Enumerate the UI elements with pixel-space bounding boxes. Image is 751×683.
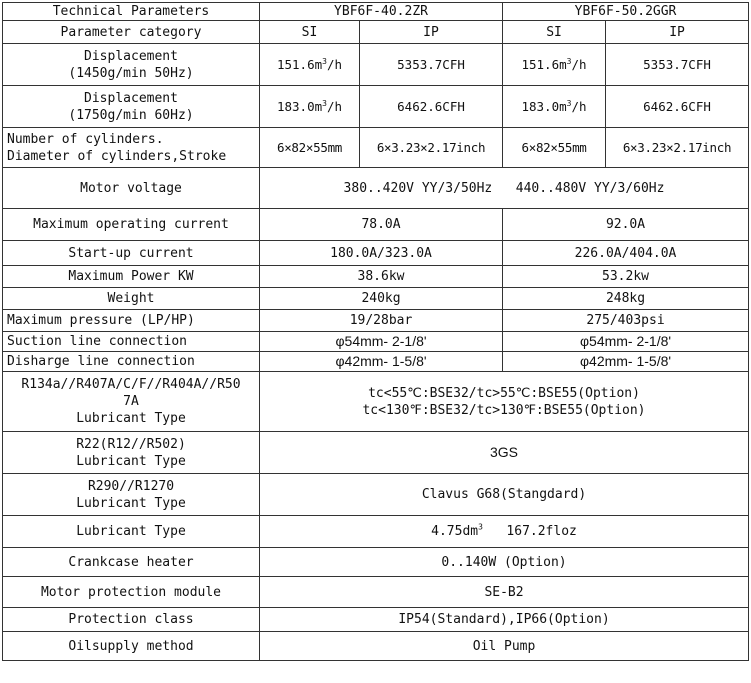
lubricant-r290-value: Clavus G68(Stangdard) bbox=[260, 474, 749, 516]
weight-b: 248kg bbox=[503, 288, 749, 310]
displacement-60hz-row bbox=[3, 86, 749, 128]
discharge-b: φ42mm- 1-5/8ʹ bbox=[503, 352, 749, 372]
lubricant-r22-value: 3GS bbox=[260, 432, 749, 474]
cylinders-b-si: 6×82×55mm bbox=[503, 128, 606, 168]
cylinders-a-ip: 6×3.23×2.17inch bbox=[360, 128, 503, 168]
max-pressure-row bbox=[3, 310, 749, 332]
parameter-category-row bbox=[3, 21, 749, 44]
crankcase-label: Crankcase heater bbox=[3, 548, 260, 577]
technical-parameters-table bbox=[2, 2, 749, 661]
lubricant-r134a-label bbox=[3, 372, 260, 432]
cylinders-label bbox=[3, 128, 260, 168]
model-b-ip-unit: IP bbox=[606, 21, 749, 44]
max-power-row bbox=[3, 266, 749, 288]
discharge-a: φ42mm- 1-5/8ʹ bbox=[260, 352, 503, 372]
displacement-60hz-a-si: $183.0m^3/h$ bbox=[260, 86, 360, 128]
lubricant-type-row bbox=[3, 516, 749, 548]
suction-b: φ54mm- 2-1/8ʹ bbox=[503, 332, 749, 352]
lubricant-r22-label-line2: Lubricant Type bbox=[76, 453, 186, 469]
cylinders-row bbox=[3, 128, 749, 168]
displacement-60hz-b-si: $183.0m^3/h$ bbox=[503, 86, 606, 128]
displacement-50hz-label-line2: (1450g/min 50Hz) bbox=[68, 65, 194, 81]
table-title: Technical Parameters bbox=[3, 3, 260, 21]
displacement-50hz-label bbox=[3, 44, 260, 86]
cylinders-b-ip: 6×3.23×2.17inch bbox=[606, 128, 749, 168]
lubricant-r22-row bbox=[3, 432, 749, 474]
max-pressure-b: 275/403psi bbox=[503, 310, 749, 332]
motor-protection-label: Motor protection module bbox=[3, 577, 260, 608]
motor-protection-row bbox=[3, 577, 749, 608]
max-current-b: 92.0A bbox=[503, 209, 749, 241]
weight-row bbox=[3, 288, 749, 310]
startup-current-label: Start-up current bbox=[3, 241, 260, 266]
lubricant-r290-row bbox=[3, 474, 749, 516]
lubricant-r290-label bbox=[3, 474, 260, 516]
header-row bbox=[3, 3, 749, 21]
model-a-ip-unit: IP bbox=[360, 21, 503, 44]
max-power-a: 38.6kw bbox=[260, 266, 503, 288]
lubricant-r22-label-line1: R22(R12//R502) bbox=[76, 436, 186, 452]
protection-class-label: Protection class bbox=[3, 608, 260, 632]
model-b-header: YBF6F-50.2GGR bbox=[503, 3, 749, 21]
suction-row bbox=[3, 332, 749, 352]
lubricant-r134a-row bbox=[3, 372, 749, 432]
discharge-label: Disharge line connection bbox=[3, 352, 260, 372]
lubricant-type-value: $4.75dm^3$ 167.2floz bbox=[260, 516, 749, 548]
displacement-50hz-label-line1: Displacement bbox=[84, 48, 178, 64]
max-power-b: 53.2kw bbox=[503, 266, 749, 288]
oilsupply-value: Oil Pump bbox=[260, 632, 749, 661]
max-pressure-label: Maximum pressure (LP/HP) bbox=[3, 310, 260, 332]
motor-protection-value: SE-B2 bbox=[260, 577, 749, 608]
displacement-60hz-label-line1: Displacement bbox=[84, 90, 178, 106]
model-a-si-unit: SI bbox=[260, 21, 360, 44]
lubricant-r290-label-line1: R290//R1270 bbox=[87, 478, 175, 494]
lubricant-r134a-label-line2: 7A bbox=[123, 394, 139, 409]
lubricant-r134a-value-fahrenheit: tc<130℉:BSE32/tc>130℉:BSE55(Option) bbox=[362, 402, 646, 418]
max-current-label: Maximum operating current bbox=[3, 209, 260, 241]
protection-class-row bbox=[3, 608, 749, 632]
model-b-si-unit: SI bbox=[503, 21, 606, 44]
displacement-50hz-b-ip: 5353.7CFH bbox=[606, 44, 749, 86]
displacement-50hz-b-si: $151.6m^3/h$ bbox=[503, 44, 606, 86]
oilsupply-row bbox=[3, 632, 749, 661]
startup-current-row bbox=[3, 241, 749, 266]
displacement-60hz-label bbox=[3, 86, 260, 128]
displacement-50hz-a-ip: 5353.7CFH bbox=[360, 44, 503, 86]
suction-label: Suction line connection bbox=[3, 332, 260, 352]
lubricant-r134a-value-celsius: tc<55℃:BSE32/tc>55℃:BSE55(Option) bbox=[368, 385, 640, 401]
motor-voltage-label: Motor voltage bbox=[3, 168, 260, 209]
displacement-60hz-label-line2: (1750g/min 60Hz) bbox=[68, 107, 194, 123]
motor-voltage-a: 380..420V YY/3/50Hz bbox=[343, 180, 493, 196]
displacement-60hz-b-ip: 6462.6CFH bbox=[606, 86, 749, 128]
discharge-row bbox=[3, 352, 749, 372]
max-power-label: Maximum Power KW bbox=[3, 266, 260, 288]
cylinders-label-line2: Diameter of cylinders,Stroke bbox=[7, 148, 227, 164]
weight-label: Weight bbox=[3, 288, 260, 310]
motor-voltage-row bbox=[3, 168, 749, 209]
lubricant-r134a-label-line1: R134a//R407A/C/F//R404A//R50 bbox=[21, 377, 241, 392]
lubricant-r22-label bbox=[3, 432, 260, 474]
lubricant-type-label: Lubricant Type bbox=[3, 516, 260, 548]
max-current-row bbox=[3, 209, 749, 241]
max-current-a: 78.0A bbox=[260, 209, 503, 241]
max-pressure-a: 19/28bar bbox=[260, 310, 503, 332]
oilsupply-label: Oilsupply method bbox=[3, 632, 260, 661]
weight-a: 240kg bbox=[260, 288, 503, 310]
displacement-50hz-a-si: $151.6m^3/h$ bbox=[260, 44, 360, 86]
crankcase-value: 0..140W (Option) bbox=[260, 548, 749, 577]
displacement-50hz-row bbox=[3, 44, 749, 86]
lubricant-r134a-value bbox=[260, 372, 749, 432]
startup-current-b: 226.0A/404.0A bbox=[503, 241, 749, 266]
protection-class-value: IP54(Standard),IP66(Option) bbox=[260, 608, 749, 632]
cylinders-a-si: 6×82×55mm bbox=[260, 128, 360, 168]
lubricant-r290-label-line2: Lubricant Type bbox=[76, 495, 186, 511]
crankcase-row bbox=[3, 548, 749, 577]
displacement-60hz-a-ip: 6462.6CFH bbox=[360, 86, 503, 128]
lubricant-r134a-label-line3: Lubricant Type bbox=[76, 411, 186, 426]
parameter-category-label: Parameter category bbox=[3, 21, 260, 44]
cylinders-label-line1: Number of cylinders. bbox=[7, 131, 164, 147]
suction-a: φ54mm- 2-1/8ʹ bbox=[260, 332, 503, 352]
motor-voltage-b: 440..480V YY/3/60Hz bbox=[515, 180, 665, 196]
model-a-header: YBF6F-40.2ZR bbox=[260, 3, 503, 21]
motor-voltage-value bbox=[260, 168, 749, 209]
startup-current-a: 180.0A/323.0A bbox=[260, 241, 503, 266]
